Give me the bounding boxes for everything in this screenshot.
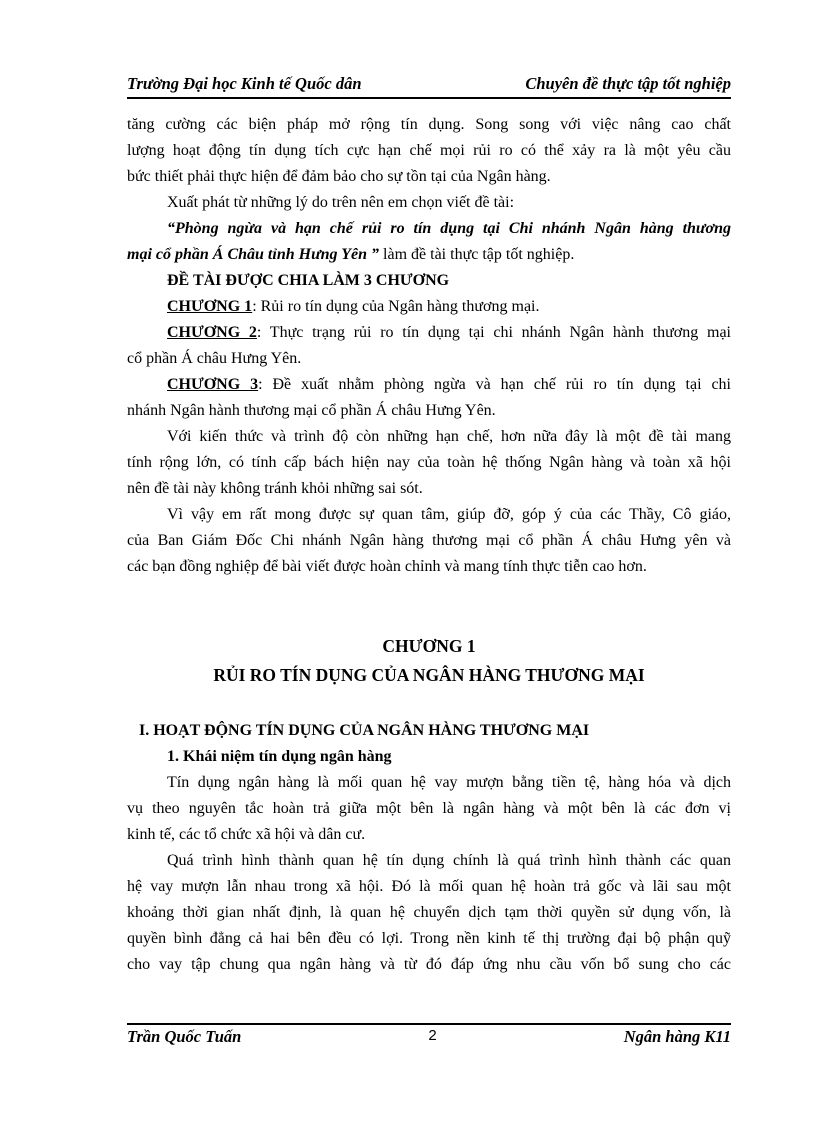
- text-line: kinh tế, các tổ chức xã hội và dân cư.: [127, 826, 366, 843]
- intro-text: [127, 112, 731, 580]
- chapter-number: CHƯƠNG 1: [382, 636, 476, 656]
- header-rule: [127, 97, 731, 99]
- chapter-1-label: CHƯƠNG 1: [167, 298, 253, 315]
- text-line: Với kiến thức và trình độ còn những hạn chế, hơn nữa đây là một đề tài mang: [167, 428, 731, 445]
- header-school: Trường Đại học Kinh tế Quốc dân: [127, 74, 362, 93]
- page-header: [127, 74, 731, 94]
- text-line: khoảng thời gian nhất định, là quan hệ chuyển dịch tạm thời quyền sử dụng vốn, là: [127, 904, 731, 921]
- chapter-count: ĐỀ TÀI ĐƯỢC CHIA LÀM 3 CHƯƠNG: [167, 272, 450, 289]
- page-footer: [127, 1027, 731, 1047]
- footer-class: Ngân hàng K11: [623, 1027, 731, 1046]
- thesis-title: “Phòng ngừa và hạn chế rủi ro tín dụng tại Chi nhánh Ngân hàng thương: [167, 220, 731, 237]
- section-heading: I. HOẠT ĐỘNG TÍN DỤNG CỦA NGÂN HÀNG THƯƠNG MẠI: [139, 722, 590, 739]
- header-doc-type: Chuyên đề thực tập tốt nghiệp: [525, 74, 731, 93]
- text: làm đề tài thực tập tốt nghiệp.: [379, 246, 575, 263]
- chapter-3-desc: : Đề xuất nhằm phòng ngừa và hạn chế rủi ro tín dụng tại chi: [258, 376, 731, 393]
- text-line: nhánh Ngân hành thương mại cổ phần Á châu Hưng Yên.: [127, 402, 496, 419]
- footer-author: Trần Quốc Tuấn: [127, 1027, 242, 1046]
- chapter-3-label: CHƯƠNG 3: [167, 376, 259, 393]
- text-line: Tín dụng ngân hàng là mối quan hệ vay mượn bằng tiền tệ, hàng hóa và dịch: [167, 774, 731, 791]
- chapter-1-desc: : Rủi ro tín dụng của Ngân hàng thương mại.: [252, 298, 540, 315]
- page-number: 2: [428, 1027, 437, 1044]
- text-line: cho vay tập chung qua ngân hàng và từ đó đáp ứng nhu cầu vốn bổ sung cho các: [127, 956, 731, 973]
- subsection-heading: 1. Khái niệm tín dụng ngân hàng: [167, 748, 392, 765]
- chapter-2-label: CHƯƠNG 2: [167, 324, 257, 341]
- thesis-title-cont: mại cổ phần Á Châu tỉnh Hưng Yên ”: [127, 246, 380, 263]
- text-line: Vì vậy em rất mong được sự quan tâm, giúp đỡ, góp ý của các Thầy, Cô giáo,: [167, 506, 731, 523]
- text-line: Xuất phát từ những lý do trên nên em chọn viết đề tài:: [167, 194, 515, 211]
- text-line: quyền bình đẳng cả hai bên đều có lợi. Trong nền kinh tế thị trường đại bộ phận quỹ: [127, 930, 731, 947]
- text-line: tính rộng lớn, có tính cấp bách hiện nay của toàn hệ thống Ngân hàng và toàn xã hội: [127, 454, 731, 471]
- text-line: các bạn đồng nghiệp để bài viết được hoàn chỉnh và mang tính thực tiễn cao hơn.: [127, 558, 647, 575]
- text-line: cổ phần Á châu Hưng Yên.: [127, 350, 302, 367]
- text-line: Quá trình hình thành quan hệ tín dụng chính là quá trình hình thành các quan: [167, 852, 731, 869]
- text-line: vụ theo nguyên tắc hoàn trả giữa một bên là ngân hàng và một bên là các đơn vị: [127, 800, 731, 817]
- section-text: [127, 718, 731, 978]
- text-line: hệ vay mượn lẫn nhau trong xã hội. Đó là mối quan hệ hoàn trả gốc và lãi sau một: [127, 878, 731, 895]
- text-line: lượng hoạt động tín dụng tích cực hạn chế mọi rủi ro có thể xảy ra là một yêu cầu: [127, 142, 731, 159]
- text-line: tăng cường các biện pháp mở rộng tín dụng. Song song với việc nâng cao chất: [127, 116, 731, 133]
- text-line: nên đề tài này không tránh khỏi những sai sót.: [127, 480, 423, 497]
- text-line: của Ban Giám Đốc Chi nhánh Ngân hàng thương mại cổ phần Á châu Hưng yên và: [127, 532, 731, 549]
- footer-rule: [127, 1023, 731, 1025]
- text-line: bức thiết phải thực hiện để đảm bảo cho sự tồn tại của Ngân hàng.: [127, 168, 551, 185]
- chapter-title: RỦI RO TÍN DỤNG CỦA NGÂN HÀNG THƯƠNG MẠI: [213, 665, 645, 685]
- chapter-2-desc: : Thực trạng rủi ro tín dụng tại chi nhánh Ngân hành thương mại: [256, 324, 731, 341]
